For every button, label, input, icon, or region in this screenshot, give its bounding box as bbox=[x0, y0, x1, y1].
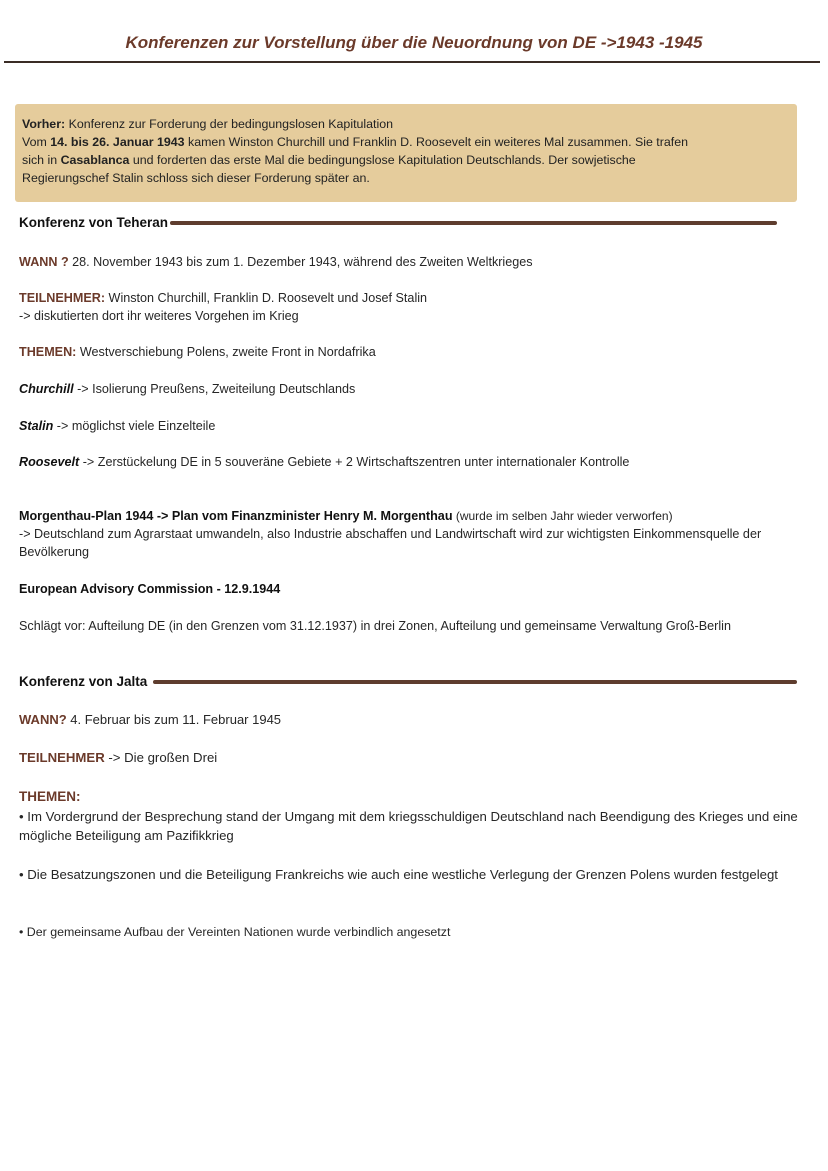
churchill-name: Churchill bbox=[19, 382, 74, 396]
morgenthau-heading-line bbox=[19, 507, 673, 525]
teheran-stalin: Stalin -> möglichst viele Einzelteile bbox=[19, 419, 216, 433]
intro-box bbox=[15, 104, 797, 202]
intro-place: Casablanca bbox=[60, 153, 130, 167]
teheran-teilnehmer: TEILNEHMER: Winston Churchill, Franklin D. Roosevelt und Josef Stalin bbox=[19, 291, 428, 305]
jalta-bullet-1: • Im Vordergrund der Besprechung stand der Umgang mit dem kriegsschuldigen Deutschland nach Beendigung des Krieges und eine mögliche Beteiligung am Pazifikkrieg bbox=[19, 809, 798, 843]
intro-line-4: Regierungschef Stalin schloss sich dieser Forderung später an. bbox=[22, 171, 370, 185]
themen-label: THEMEN: bbox=[19, 345, 77, 359]
intro-dates: 14. bis 26. Januar 1943 bbox=[50, 135, 185, 149]
teheran-themen: THEMEN: Westverschiebung Polens, zweite Front in Nordafrika bbox=[19, 345, 376, 359]
eac-text: Schlägt vor: Aufteilung DE (in den Grenzen vom 31.12.1937) in drei Zonen, Aufteilung und gemeinsame Verwaltung Groß-Berlin bbox=[19, 619, 731, 633]
roosevelt-name: Roosevelt bbox=[19, 455, 80, 469]
title-divider bbox=[4, 61, 820, 63]
stalin-name: Stalin bbox=[19, 419, 54, 433]
wann-label: WANN? bbox=[19, 712, 67, 727]
section-rule bbox=[153, 680, 797, 684]
jalta-themen-label: THEMEN: bbox=[19, 789, 81, 804]
teheran-wann: WANN ? 28. November 1943 bis zum 1. Dezember 1943, während des Zweiten Weltkrieges bbox=[19, 255, 533, 269]
section-heading: Konferenz von Teheran bbox=[19, 215, 169, 230]
intro-label: Vorher: bbox=[22, 117, 66, 131]
section-heading: Konferenz von Jalta bbox=[19, 674, 148, 689]
intro-line-2: Vom 14. bis 26. Januar 1943 kamen Winston Churchill und Franklin D. Roosevelt ein weiteres Mal zusammen. Sie trafen bbox=[22, 135, 688, 149]
teilnehmer-label: TEILNEHMER bbox=[19, 750, 105, 765]
morgenthau-text: -> Deutschland zum Agrarstaat umwandeln, also Industrie abschaffen und Landwirtschaft wird zur wichtigsten Einkommensquelle der Bevölkerung bbox=[19, 527, 762, 559]
teheran-teilnehmer-note: -> diskutierten dort ihr weiteres Vorgehen im Krieg bbox=[19, 309, 299, 323]
jalta-bullet-3: • Der gemeinsame Aufbau der Vereinten Nationen wurde verbindlich angesetzt bbox=[19, 925, 451, 939]
eac-heading: European Advisory Commission - 12.9.1944 bbox=[19, 582, 281, 596]
section-jalta bbox=[19, 674, 797, 689]
section-rule bbox=[170, 221, 777, 225]
intro-line-1: Vorher: Konferenz zur Forderung der bedingungslosen Kapitulation bbox=[22, 117, 394, 131]
jalta-bullet-2: • Die Besatzungszonen und die Beteiligung Frankreichs wie auch eine westliche Verlegung der Grenzen Polens wurden festgelegt bbox=[19, 867, 778, 882]
teheran-roosevelt: Roosevelt -> Zerstückelung DE in 5 souveräne Gebiete + 2 Wirtschaftszentren unter internationaler Kontrolle bbox=[19, 455, 630, 469]
jalta-wann: WANN? 4. Februar bis zum 11. Februar 1945 bbox=[19, 712, 282, 727]
intro-line-3: sich in Casablanca und forderten das erste Mal die bedingungslose Kapitulation Deutschlands. Der sowjetische bbox=[22, 153, 636, 167]
wann-label: WANN ? bbox=[19, 255, 69, 269]
jalta-teilnehmer: TEILNEHMER -> Die großen Drei bbox=[19, 750, 218, 765]
page-title: Konferenzen zur Vorstellung über die Neuordnung von DE ->1943 -1945 bbox=[125, 33, 703, 52]
teilnehmer-label: TEILNEHMER: bbox=[19, 291, 106, 305]
morgenthau-note: (wurde im selben Jahr wieder verworfen) bbox=[452, 509, 673, 523]
teheran-churchill: Churchill -> Isolierung Preußens, Zweiteilung Deutschlands bbox=[19, 382, 356, 396]
section-teheran bbox=[19, 215, 777, 230]
morgenthau-heading: Morgenthau-Plan 1944 -> Plan vom Finanzminister Henry M. Morgenthau bbox=[19, 509, 453, 523]
